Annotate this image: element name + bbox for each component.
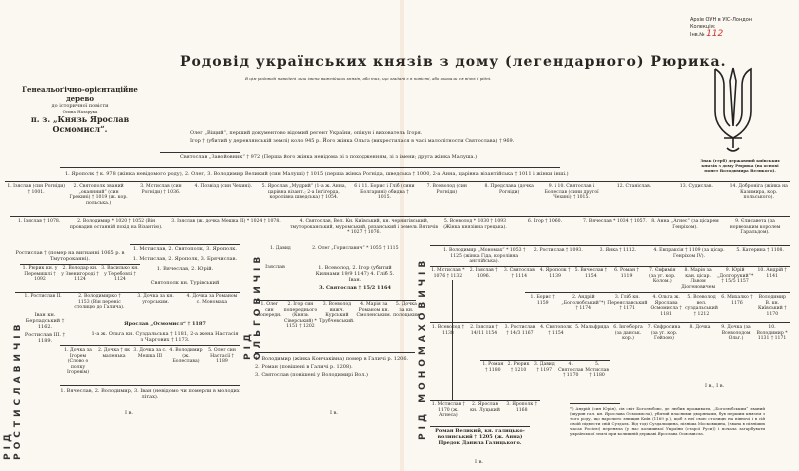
person: 1. Роман † 1180 bbox=[482, 362, 504, 373]
person: 3. Дочка за с. Мешка III bbox=[133, 348, 167, 359]
person: 2. Ігор син попереднього (Князь Сіверський) * 1151 † 1202 bbox=[283, 302, 318, 330]
person: 4. Евпраксія † 1109 (за цісар. Генріхом IV). bbox=[653, 248, 725, 259]
person: 1. Дочка за Ігорем (Слово о полку Ігоревім) bbox=[64, 348, 92, 376]
person: 1. Мстислав, 2. Святополк, 3. Ярополк. bbox=[133, 246, 237, 252]
person: 1. Ізяслав † 1078. bbox=[18, 219, 61, 224]
olgovych-row bbox=[256, 302, 420, 330]
archive-stamp bbox=[690, 17, 752, 39]
person: 4. Ярополк † 1139 bbox=[539, 268, 571, 279]
person: 2. Володимирко † 1153 (Він переніс столицю до Галича). bbox=[74, 294, 125, 311]
heading-line: до історичної повісти bbox=[51, 103, 109, 109]
person-note: 1-а ж. Ольга кн. Суздальська † 1181, 2-а жена Настасія з Чаргових † 1173. bbox=[91, 331, 239, 343]
person: 3. Ростислав † 14/3 1167 bbox=[504, 325, 536, 336]
document-subtitle: В цім родоводі наведені лиш імена важнійших князів, або тих, що згадані є в повісті, або оказали ся вічнє і рідні. bbox=[245, 76, 492, 81]
person: 3. Святослав † 1114 bbox=[503, 268, 535, 279]
left-heading bbox=[10, 85, 150, 134]
person: 1. Давид bbox=[269, 246, 291, 251]
person: 9. Єлисавета (за норвезьким королем Гаральдом). bbox=[729, 219, 781, 236]
generation-row-1 bbox=[5, 184, 790, 206]
person: 5. Всеволод * 1030 † 1093 (Жінка князівна грецька). bbox=[443, 219, 507, 230]
person: Іван кн. Берладський † 1162. bbox=[25, 312, 65, 330]
person: 2. Володар кн. у Звенигороді † 1124 bbox=[61, 266, 99, 283]
person: 10. Володимир * 1131 † 1171 bbox=[756, 325, 788, 342]
person: 4. Марія за Романом кн. Смоленським. bbox=[356, 302, 392, 319]
person: Ростислав † (помер на вигнанні 1065 р. в Тмутороканні). bbox=[15, 250, 125, 262]
person: 12. Станіслав. bbox=[616, 184, 652, 189]
inventory-number: 112 bbox=[706, 29, 724, 39]
person: 1. Ростислав II. bbox=[24, 294, 62, 299]
person: 2. Рюрик † 1210 bbox=[507, 362, 530, 373]
person: 2. Ізяслав † 1096. bbox=[469, 268, 498, 279]
person: 6. Ігор † 1060. bbox=[527, 219, 563, 224]
person: 3. Дочка за кн. угорським. bbox=[137, 294, 174, 305]
document-title: Родовід українських князів з дому (легендарного) Рюрика. bbox=[180, 54, 727, 70]
person: 4. Святослав, Вел. Кн. Київський, кн. чернигівський, тмутороканський, муромський, рязанський і земель Вятичів * 1027 † 1076. bbox=[289, 219, 438, 236]
person: 8. Анна „Агнес“ (за цісарем Генріхом). bbox=[651, 219, 719, 230]
person: 8. Дочка bbox=[689, 325, 711, 330]
person: 1. Вячеслав, 2. Володимир, 3. Іван (невідомо чи померли в молодих літах). bbox=[60, 388, 240, 400]
person: Святополк кн. Турівський bbox=[150, 280, 220, 286]
person: 7. Євфросина (за уг. кор. Гейзою) bbox=[647, 325, 681, 342]
olgovych-row bbox=[255, 246, 405, 252]
person: 3. Василько кн. у Теребовлі † 1124 bbox=[101, 266, 139, 283]
generation-row-2b bbox=[440, 219, 790, 236]
person: 1. Володимир (жінка Кончаківна) помер в Галичі р. 1206. bbox=[255, 356, 409, 362]
person: Ізяслав bbox=[265, 264, 285, 270]
person: Володимир В. кн. Київський † 1170 bbox=[758, 295, 787, 317]
person: 5. Всеволод вел. суздальський † 1212 bbox=[685, 295, 718, 317]
trident-caption: Знак (герб) державний київських князів з дому Рюрика (на основі монет Володимира Великого). bbox=[700, 158, 780, 173]
person: 3. Гліб кн. Переяславський † 1171 bbox=[607, 295, 648, 312]
person: 5. Вячеслав † 1154 bbox=[574, 268, 608, 279]
ancestor-igor: Ігор † (убитий у деревлянській землі) коло 945 р. Його жінка Ольга (вихрестилася в часі малолітности Святослава) † 969. bbox=[190, 138, 515, 144]
generation-row-2a bbox=[10, 219, 440, 236]
monomakh-row bbox=[430, 402, 540, 419]
page-mark: І в. bbox=[330, 410, 338, 416]
person: 4. Святослав † 1170 bbox=[558, 362, 584, 379]
person: 1. Володимир „Мономах“ * 1053 † 1125 (жінка Гіда, королівна англійська). bbox=[443, 248, 526, 265]
person: 2. Олег „Гориславич“ * 1055 † 1115 bbox=[312, 246, 399, 251]
person: 4. Володимир (ж. Болеслава) bbox=[169, 348, 203, 365]
archive-name: Архів ОУН в УІС-Лондон bbox=[690, 17, 753, 23]
person: 4. Святополк † 1154 bbox=[540, 325, 572, 336]
person: 3. Мстислав (син Рогніди) † 1036. bbox=[140, 184, 182, 195]
osmomysl-children-row bbox=[60, 348, 240, 376]
person: 2. Святополк званий „окаянний“ (син Грекині) † 1019 (ж. кор. польська.) bbox=[69, 184, 128, 206]
person: 1. Всеволод, 2. Ігор (убитий Киянами 19/9 1147) 4. Гліб 5. Іван. bbox=[315, 265, 395, 283]
inventory-label: Інв.№ bbox=[690, 32, 705, 38]
monomakh-row bbox=[430, 325, 790, 342]
person: 9. і 10. Святослав і Болеслав (сини другої Чехині) † 1015. bbox=[544, 184, 599, 201]
person: 13. Судислав. bbox=[679, 184, 713, 189]
person: 9. Юрій „Долгорукий“* † 15/5 1157 bbox=[717, 268, 754, 285]
person: 3. Святослав † 15/2 1164 bbox=[319, 285, 391, 291]
ancestor-oleg: Олег „Віщий“, перший документово відомий регент України, опікун і вихователь Ігоря. bbox=[190, 130, 423, 136]
dynasty-label-monomakhovych: РІД МОНОМАХОВИЧІВ bbox=[418, 256, 428, 440]
person: 7. Всеволод (син Рогніди) bbox=[426, 184, 467, 195]
heading-author: Осипа Назарука bbox=[62, 109, 98, 114]
trident-icon bbox=[712, 66, 754, 156]
person: 1. Всеволод † 1138 bbox=[431, 325, 465, 336]
person: 6. Роман † 1119 bbox=[614, 268, 639, 279]
person: 2. Ізяслав † 14/11 1154 bbox=[470, 325, 498, 336]
person: 14. Доброніга (жінка на Казимира, кор. польського). bbox=[729, 184, 788, 201]
person: 6. Михалко † 1176 bbox=[721, 295, 753, 306]
monomakh-row bbox=[525, 295, 790, 317]
person: 2. Дочка † як маленька bbox=[98, 348, 130, 359]
page-mark: І в., І в. bbox=[705, 383, 725, 389]
collection-label: Колекція: bbox=[690, 24, 716, 30]
person: 2. Андрій „Боголюбський“*) † 1174 bbox=[561, 295, 606, 312]
person: 3. Всеволод вижч. Курський Трубчевський. bbox=[319, 302, 355, 324]
person: Ростислав III. † 1189. bbox=[24, 332, 66, 344]
person: 6. Інгеборга (за данськ. кор.) bbox=[613, 325, 643, 342]
person: 3. Святослав (повішені у Володимирі Вол.) bbox=[255, 372, 368, 378]
person: 3. Ярополк † 1168 bbox=[506, 402, 537, 413]
rostyslav-row bbox=[20, 266, 140, 283]
person: 5. Ярослав „Мудрий“ (1-а ж. Анна, царівна візант.; 2-а Інґіґерда, королівна шведська) † 1054. bbox=[261, 184, 347, 201]
person: 1. Борис † 1159 bbox=[530, 295, 555, 306]
person: 1. Мстислав * 1076 † 1132 bbox=[431, 268, 465, 279]
person: 5. Олег син Настасії † 1189 bbox=[208, 348, 236, 365]
person: 5. Катерина † 1108. bbox=[736, 248, 784, 253]
rostyslav-row bbox=[15, 294, 240, 311]
person: 1. Мстислав, 2. Ярополк, 3. Брячислав. bbox=[132, 256, 238, 262]
person: 1. Рюрик кн. у Перемишлі † 1092 bbox=[22, 266, 58, 283]
ancestor-volodymyr: 1. Ярополк † к. 978 (жінка невідомого роду), 2. Олег, 3. Володимир Великий (син Малуші) † 1015 (перша жінка Рогніда, шведська † 1000, 2-а Анна, царівна візантійська † 1011 і жінки інші.) bbox=[65, 171, 569, 177]
person: 1. Ізяслав (син Рогніди) † 1001. bbox=[7, 184, 66, 195]
generation-row-3 bbox=[440, 248, 790, 265]
person: 8. Марія за кан. цісар. Львом Діогеновичем bbox=[681, 268, 716, 290]
person: 5. Дочка за кн. полоцьким bbox=[393, 302, 420, 319]
footnote: *) Андрій (син Юрія), сів світ Боголюбово, де любив проживати, „Боголюбським“ званий (шурин гал. кн. Ярослава Осмомисла), убитий власними дворянами, був першим князем з того роду, що нарочито знищив Київ (1169 р.), щоб з неї свою столицю на півночі і в сій своїй підвести свій Суздаль. Від тоді Суздальщина, пізніша Московщина, (звана в пізніших часах Росією) переняла (у нас колишньої України (старої Руси)) і почала загарбувати української землі при колишній державі Ярослава Осмомисла. bbox=[570, 406, 765, 436]
page-mark: І в. bbox=[475, 459, 483, 465]
ancestor-sviatoslav: Святослав „Завойовник“ † 972 (Перша його жінка невідома зі з походженням, зі з імени; друга жінка Малуша.) bbox=[180, 154, 478, 160]
person: 2. Ярослав кн. Луцький bbox=[470, 402, 500, 413]
heading-line: Генеальоґічно-орієнтаційне дерево bbox=[22, 85, 138, 103]
person: 7. Євфимія (за уг. кор. Колом.) bbox=[648, 268, 676, 285]
person: 1. Мстислав † 1170 (ж. Агнеса) bbox=[431, 402, 465, 419]
person: 5. Мальфрида bbox=[575, 325, 609, 330]
person: 1. Олег син попередн. bbox=[257, 302, 282, 319]
person: 8. Предслава (дочка Рогніди) bbox=[484, 184, 534, 195]
person: 4. Позвізд (син Чехині). bbox=[194, 184, 253, 189]
person: 2. Володимир * 1020 † 1052 (Він провадив останній похід на Візантію). bbox=[69, 219, 163, 230]
person: 7. Вячеслав * 1034 † 1057. bbox=[583, 219, 647, 224]
person: 4. Дочка за Романом с. Мономаха bbox=[186, 294, 238, 305]
person: 6 і 11. Борис і Гліб (сини Болгарині) обидва † 1015. bbox=[354, 184, 415, 201]
dynasty-label-rostyslavych: РІД РОСТИСЛАВИЧІВ bbox=[3, 320, 23, 460]
monomakh-row bbox=[480, 362, 610, 379]
person: 4. Ольга ж. Ярослава Осмомисла † 1181 bbox=[650, 295, 682, 317]
page-mark: І в. bbox=[125, 410, 133, 416]
person: 3. Янка † 1112. bbox=[599, 248, 637, 253]
person: 9. Дочка (за Всеволодом Ольг.) bbox=[721, 325, 751, 342]
person: 3. Давид † 1197 bbox=[533, 362, 555, 373]
person: 5. Мстислав † 1180 bbox=[585, 362, 609, 379]
person: 2. Ростислав † 1093. bbox=[533, 248, 583, 253]
person-yaroslav-osmomysl: Ярослав „Осмомисл“ † 1187 bbox=[124, 321, 206, 327]
person: 2. Роман (повішені в Галичі р. 1208). bbox=[255, 364, 353, 370]
dynasty-label-olgovych: РІД ОЛЬГОВИЧІВ bbox=[243, 252, 263, 360]
person: 10. Андрій † 1141 bbox=[757, 268, 787, 279]
person: 3. Ізяслав (ж. дочка Мешка II) * 1024 † 1078. bbox=[171, 219, 281, 224]
person-roman-the-great: Роман Великий, кн. галицько-волинський † 1205 (ж. Анна) Предок Данила Галицького. bbox=[435, 428, 525, 446]
heading-book-title: п. з. „Князь Ярослав Осмомисл“. bbox=[30, 114, 130, 134]
monomakh-row bbox=[430, 268, 790, 290]
person: 1. Вячеслав, 2. Юрій. bbox=[156, 266, 214, 272]
